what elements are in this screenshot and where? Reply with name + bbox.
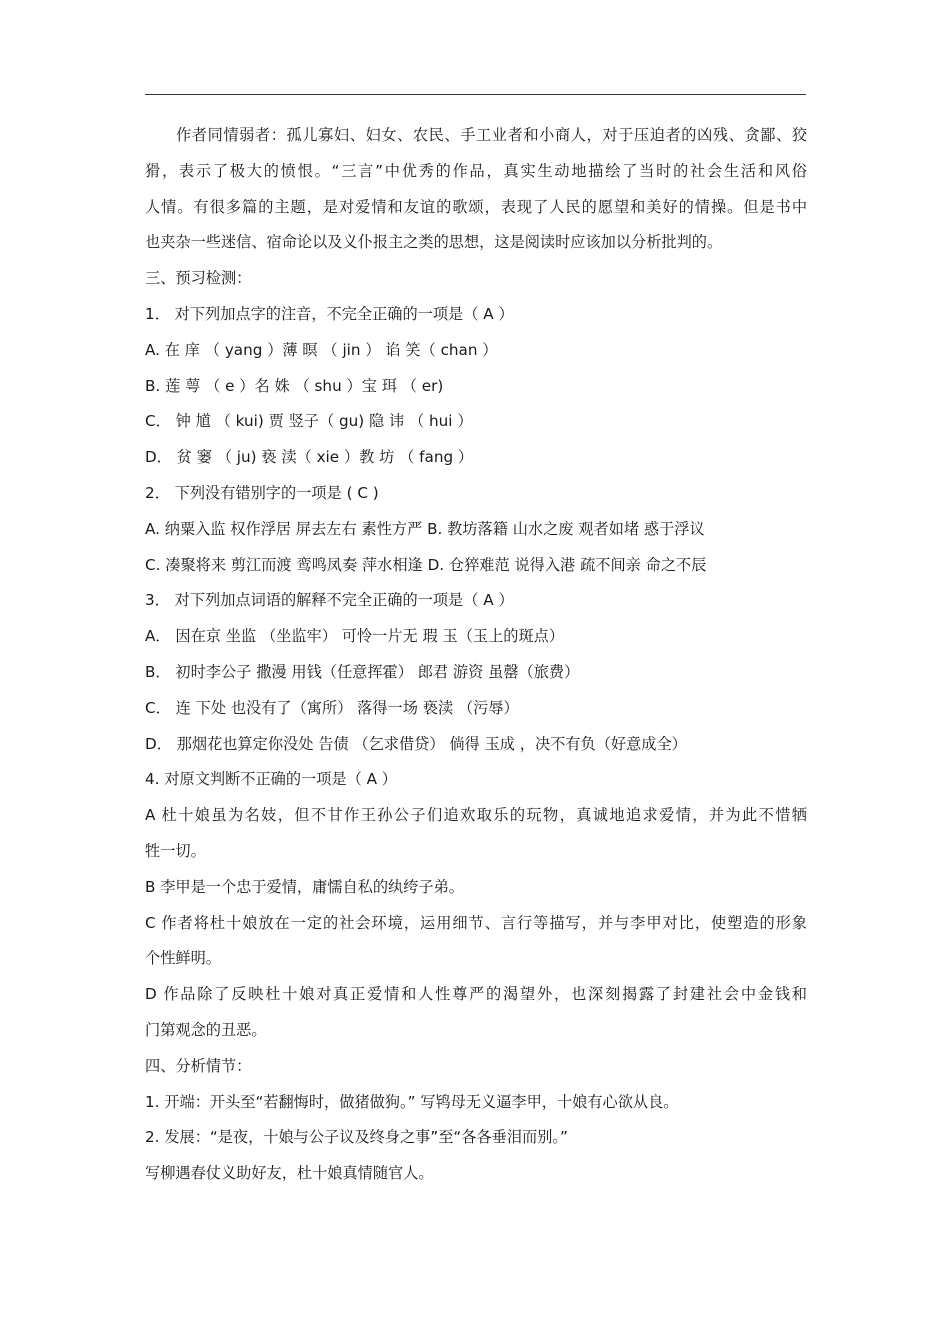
plot-analysis bbox=[145, 1085, 807, 1192]
question-stem: 3． 对下列加点词语的解释不完全正确的一项是（ A ） bbox=[145, 591, 514, 610]
plot-line: 2. 发展：“是夜，十娘与公子议及终身之事”至“各各垂泪而别。” bbox=[145, 1128, 568, 1147]
question-option: D 作品除了反映杜十娘对真正爱情和人性尊严的渴望外，也深刻揭露了封建社会中金钱和 bbox=[145, 985, 807, 1004]
question-3 bbox=[145, 583, 807, 762]
question-stem: 2． 下列没有错别字的一项是 ( C ) bbox=[145, 483, 379, 502]
section-heading-preview: 三、预习检测： bbox=[145, 269, 252, 288]
document-body bbox=[145, 118, 807, 1192]
question-option: A. 纳粟入监 权作浮居 屏去左右 素性方严 B. 教坊落籍 山水之废 观者如堵 惑于浮议 bbox=[145, 519, 705, 538]
question-stem: 1． 对下列加点字的注音，不完全正确的一项是（ A ） bbox=[145, 304, 514, 323]
header-rule bbox=[145, 94, 806, 95]
section-heading-plot: 四、分析情节： bbox=[145, 1056, 252, 1075]
question-option: A. 在 庠 （ yang ）薄 暝 （ jin ） 谄 笑（ chan ） bbox=[145, 340, 498, 359]
plot-line: 1. 开端：开头至“若翻悔时，做猪做狗。” 写鸨母无义逼李甲，十娘有心欲从良。 bbox=[145, 1092, 679, 1111]
question-1 bbox=[145, 297, 807, 476]
question-option: 门第观念的丑恶。 bbox=[145, 1020, 267, 1039]
question-option: 个性鲜明。 bbox=[145, 949, 221, 968]
question-option: A． 因在京 坐监 （坐监牢） 可怜一片无 瑕 玉（玉上的斑点） bbox=[145, 627, 565, 646]
question-option: D． 贫 窭 （ ju) 亵 渎（ xie ）教 坊 （ fang ） bbox=[145, 448, 474, 467]
plot-line: 写柳遇春仗义助好友，杜十娘真情随官人。 bbox=[145, 1164, 434, 1183]
intro-paragraph bbox=[145, 118, 807, 261]
question-option: C. 凑聚将来 剪江而渡 鸾鸣凤奏 萍水相逢 D. 仓猝难范 说得入港 疏不间亲 命之不辰 bbox=[145, 555, 707, 574]
paragraph-line: 也夹杂一些迷信、宿命论以及义仆报主之类的思想，这是阅读时应该加以分析批判的。 bbox=[145, 233, 723, 252]
paragraph-line: 猾，表示了极大的愤恨。“三言”中优秀的作品，真实生动地描绘了当时的社会生活和风俗 bbox=[145, 161, 807, 180]
paragraph-line: 人情。有很多篇的主题，是对爱情和友谊的歌颂，表现了人民的愿望和美好的情操。但是书中 bbox=[145, 197, 807, 216]
question-option: C． 连 下处 也没有了（寓所） 落得一场 亵渎 （污辱） bbox=[145, 698, 519, 717]
question-option: B． 初时李公子 撒漫 用钱（任意挥霍） 郎君 游资 虽罄（旅费） bbox=[145, 662, 580, 681]
paragraph-line: 作者同情弱者：孤儿寡妇、妇女、农民、手工业者和小商人，对于压迫者的凶残、贪鄙、狡 bbox=[176, 126, 807, 144]
question-option: C． 钟 馗 （ kui) 贾 竖子（ gu) 隐 讳 （ hui ） bbox=[145, 412, 473, 431]
question-option: B 李甲是一个忠于爱情，庸懦自私的纨绔子弟。 bbox=[145, 877, 464, 896]
question-option: C 作者将杜十娘放在一定的社会环境，运用细节、言行等描写，并与李甲对比，使塑造的形象 bbox=[145, 913, 807, 932]
question-option: B. 莲 萼 （ e ）名 姝 （ shu ）宝 珥 （ er) bbox=[145, 376, 444, 395]
question-2 bbox=[145, 476, 807, 583]
question-stem: 4. 对原文判断不正确的一项是（ A ） bbox=[145, 770, 397, 789]
question-option: D． 那烟花也算定你没处 告债 （乞求借贷） 倘得 玉成 ，决不有负（好意成全） bbox=[145, 734, 687, 753]
question-4 bbox=[145, 762, 807, 1048]
question-option: A 杜十娘虽为名妓，但不甘作王孙公子们追欢取乐的玩物，真诚地追求爱情，并为此不惜牺 bbox=[145, 806, 807, 825]
question-option: 牲一切。 bbox=[145, 841, 206, 860]
